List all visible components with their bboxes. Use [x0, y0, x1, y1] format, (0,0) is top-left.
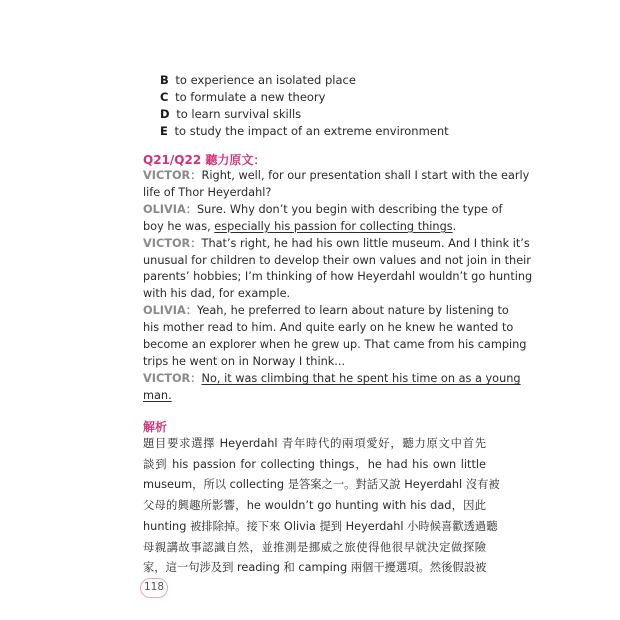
line-text: unusual for children to develop their own values and not join in their: [143, 253, 531, 267]
option-text: to learn survival skills: [176, 107, 302, 121]
line-text: boy he was,: [143, 219, 215, 233]
option-letter: B: [160, 73, 169, 87]
explanation-line: hunting 被排除掉。接下來 Olivia 提到 Heyerdahl 小時候喜歡透過聽: [143, 519, 498, 533]
transcript-line: [143, 219, 486, 236]
option-letter: C: [160, 90, 169, 104]
transcript-line: [143, 253, 531, 270]
underlined-key-phrase: man.: [143, 388, 172, 402]
option-b: [160, 72, 500, 89]
option-text: to study the impact of an extreme environment: [174, 124, 449, 138]
explanation-line: 題目要求選擇 Heyerdahl 青年時代的兩項愛好，聽力原文中首先: [143, 437, 486, 450]
option-d: [160, 106, 500, 123]
speaker-victor: VICTOR：: [143, 371, 202, 385]
explanation: [143, 434, 500, 579]
speaker-olivia: OLIVIA：: [143, 304, 197, 318]
transcript-line: [143, 269, 533, 286]
explanation-line: 家，這一句涉及到 reading 和 camping 兩個干擾選項。然後假設被: [143, 561, 487, 575]
underlined-key-phrase: No, it was climbing that he spent his time on as a young: [201, 371, 521, 385]
line-text: That’s right, he had his own little museum. And I think it’s: [201, 236, 530, 250]
line-text: parents’ hobbies; I’m thinking of how Heyerdahl wouldn’t go hunting: [143, 270, 533, 284]
option-text: to experience an isolated place: [175, 73, 356, 87]
explanation-heading: 解析: [143, 420, 168, 434]
line-text: .: [452, 219, 457, 233]
explanation-line: 父母的興趣所影響，he wouldn’t go hunting with his dad，因此: [143, 499, 486, 513]
line-text: Yeah, he preferred to learn about nature by listening to: [197, 304, 509, 318]
explanation-line: museum，所以 collecting 是答案之一。對話又說 Heyerdahl 沒有被: [143, 478, 500, 492]
explanation-line: 談到 his passion for collecting things，he had his own little: [143, 457, 486, 471]
transcript-line: [143, 320, 514, 337]
line-text: become an explorer when he grew up. That came from his camping: [143, 338, 527, 352]
line-text: Sure. Why don’t you begin with describing the type of: [197, 202, 503, 216]
transcript-line: [143, 303, 509, 320]
explanation-line: 母親講故事認識自然，並推測是挪威之旅使得他很早就決定做探險: [143, 540, 486, 554]
transcript-line: [143, 388, 486, 405]
transcript-line: [143, 168, 530, 185]
speaker-victor: VICTOR：: [143, 169, 202, 182]
transcript-line: [143, 337, 527, 354]
option-text: to formulate a new theory: [175, 90, 326, 104]
answer-options: [160, 72, 500, 140]
page-number: 118: [140, 578, 168, 598]
line-text: Right, well, for our presentation shall I start with the early: [201, 169, 530, 182]
speaker-victor: VICTOR：: [143, 236, 202, 250]
line-text: with his dad, for example.: [143, 287, 291, 301]
transcript-line: [143, 185, 486, 202]
option-letter: D: [160, 107, 170, 121]
option-letter: E: [160, 124, 168, 138]
transcript-line: [143, 202, 503, 219]
transcript-heading: Q21/Q22 聽力原文：: [143, 153, 266, 167]
underlined-key-phrase: especially his passion for collecting things: [214, 219, 453, 233]
transcript-line: [143, 236, 530, 253]
transcript: [143, 168, 533, 405]
line-text: trips he went on in Norway I think...: [143, 354, 346, 368]
option-e: [160, 123, 500, 140]
line-text: his mother read to him. And quite early on he knew he wanted to: [143, 321, 514, 335]
transcript-line: [143, 354, 486, 371]
line-text: life of Thor Heyerdahl?: [143, 185, 272, 199]
transcript-line: [143, 371, 521, 388]
transcript-line: [143, 286, 486, 303]
speaker-olivia: OLIVIA：: [143, 202, 197, 216]
option-c: [160, 89, 500, 106]
